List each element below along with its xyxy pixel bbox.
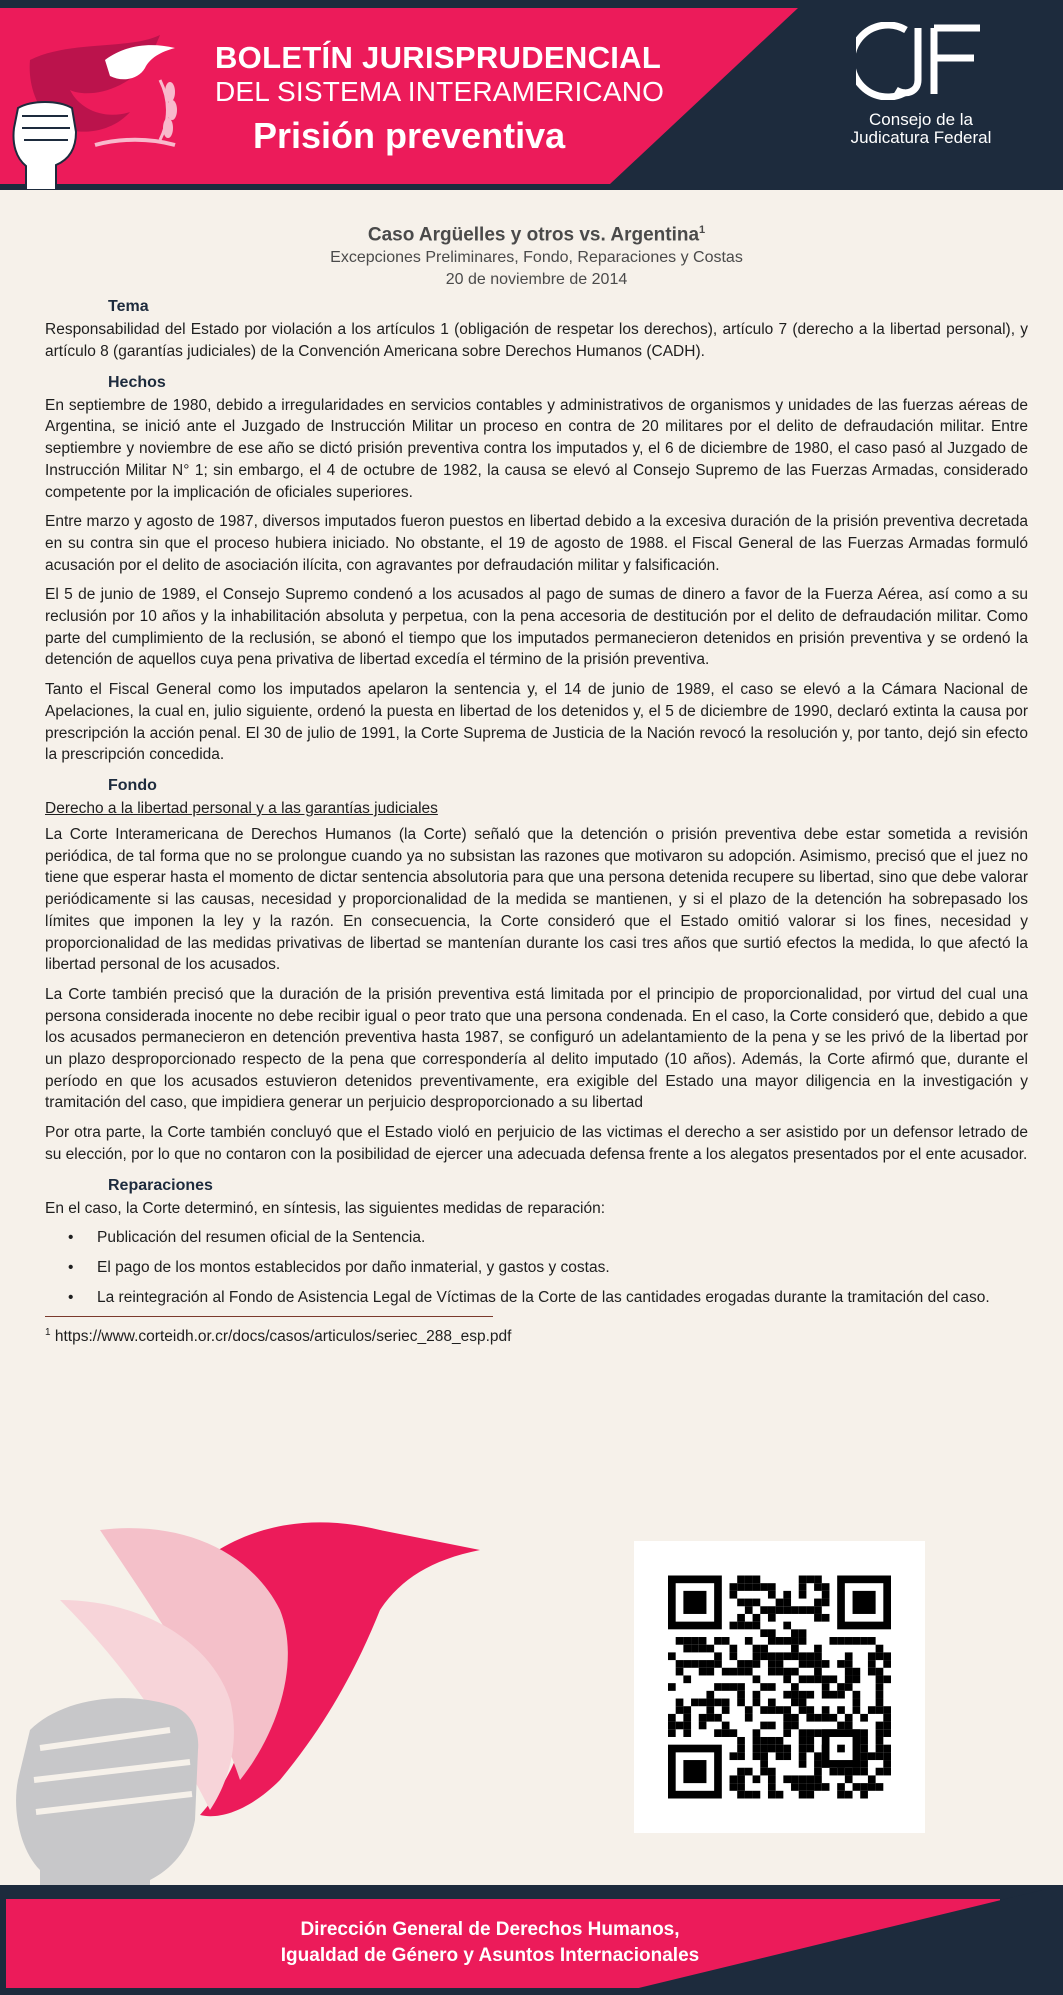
cjf-logo — [836, 22, 1006, 147]
case-footnote-mark: 1 — [699, 224, 706, 236]
hechos-paragraph: En septiembre de 1980, debido a irregularidades en servicios contables y administrativos de organismos y unidades de las fuerzas aéreas de Argentina, se inició ante el Juzgado de Instrucción Militar un proceso en contra de 20 militares por el delito de defraudación militar. Entre septiembre y noviembre de ese año se dictó prisión preventiva contra los imputados y, el 6 de diciembre de 1980, el caso pasó al Juzgado de Instrucción Militar N° 1; sin embargo, el 4 de octubre de 1982, la causa se elevó al Consejo Supremo de las Fuerzas Armadas, considerado competente por la implicación de oficiales superiores. — [45, 396, 1028, 501]
header-banner — [0, 0, 1063, 190]
bullet-icon: • — [68, 1229, 74, 1247]
qr-code-icon — [668, 1574, 891, 1800]
dove-fist-icon — [10, 20, 210, 190]
hechos-paragraph: El 5 de junio de 1989, el Consejo Supremo condenó a los acusados al pago de sumas de dinero a favor de la Fuerza Aérea, así como a su reclusión por 10 años y la inhabilitación absoluta y perpetua, con la pena accesoria de destitución por el delito de defraudación militar. Como parte del cumplimiento de la reclusión, se abonó el tiempo que los imputados permanecieron detenidos en prisión preventiva y se ordenó la detención de aquellos cuya pena privativa de libertad excedía el término de la prisión preventiva. — [45, 586, 1028, 669]
list-item — [45, 1287, 1028, 1309]
fondo-paragraph: La Corte también precisó que la duración de la prisión preventiva está limitada por el principio de proporcionalidad, por virtud del cual una persona considerada inocente no debe recibir igual o peor trato que una persona condenada. En el caso, la Corte consideró que, debido a que los acusados permanecieron en detención preventiva hasta 1987, se configuró un adelantamiento de la pena y se les privó de la libertad por un plazo desproporcionado respecto de la pena que correspondería al delito imputado (10 años). Además, la Corte afirmó que, durante el período en que los acusados estuvieron detenidos preventivamente, era exigible del Estado una mayor diligencia en la investigación y tramitación del caso, que impidiera generar un perjuicio desproporcionado a su libertad — [45, 985, 1028, 1112]
list-item-text: Publicación del resumen oficial de la Sentencia. — [97, 1229, 426, 1247]
cjf-logo-line1: Consejo de la — [869, 110, 973, 129]
cjf-logo-line2: Judicatura Federal — [850, 128, 992, 147]
bulletin-subtitle: DEL SISTEMA INTERAMERICANO — [215, 76, 665, 107]
list-item — [45, 1257, 1028, 1279]
section-heading-hechos: Hechos — [108, 373, 166, 391]
bulletin-title: BOLETÍN JURISPRUDENCIAL — [215, 40, 662, 75]
list-item — [45, 1227, 1028, 1249]
footnote-divider — [45, 1316, 493, 1317]
bullet-icon: • — [68, 1258, 74, 1276]
reparaciones-intro: En el caso, la Corte determinó, en síntesis, las siguientes medidas de reparación: — [45, 1199, 606, 1217]
bulletin-content — [45, 218, 1028, 1348]
bulletin-topic: Prisión preventiva — [253, 115, 566, 156]
section-heading-reparaciones: Reparaciones — [108, 1176, 213, 1194]
cjf-logo-icon — [856, 22, 986, 100]
footnote-link[interactable]: https://www.corteidh.or.cr/docs/casos/articulos/seriec_288_esp.pdf — [50, 1328, 512, 1346]
footer-line1: Dirección General de Derechos Humanos, — [300, 1919, 680, 1940]
footer-text — [240, 1917, 740, 1969]
footnote — [45, 1323, 1028, 1347]
footnote-mark: 1 — [45, 1327, 51, 1339]
hechos-paragraph: Entre marzo y agosto de 1987, diversos imputados fueron puestos en libertad debido a la excesiva duración de la prisión preventiva decretada en su contra sin que el proceso hubiera iniciado. No obstante, el 19 de agosto de 1988. el Fiscal General de las Fuerzas Armadas formuló acusación por el delito de asociación ilícita, con agravantes por defraudación militar y falsificación. — [45, 513, 1028, 574]
footer-line2: Igualdad de Género y Asuntos Internacionales — [280, 1945, 700, 1966]
case-title-text: Caso Argüelles y otros vs. Argentina — [367, 224, 700, 246]
fondo-subheading: Derecho a la libertad personal y a las garantías judiciales — [45, 799, 438, 817]
reparaciones-list — [45, 1227, 1028, 1308]
qr-code[interactable] — [634, 1541, 925, 1833]
case-subtitle: Excepciones Preliminares, Fondo, Reparaciones y Costas — [330, 249, 743, 267]
footer-banner — [0, 1885, 1063, 1995]
case-title — [45, 218, 1028, 247]
section-heading-fondo: Fondo — [108, 776, 157, 794]
list-item-text: La reintegración al Fondo de Asistencia Legal de Víctimas de la Corte de las cantidades erogadas durante la tramitación del caso. — [97, 1288, 990, 1306]
bullet-icon: • — [68, 1288, 74, 1306]
tema-text: Responsabilidad del Estado por violación a los artículos 1 (obligación de respetar los derechos), artículo 7 (derecho a la libertad personal), y artículo 8 (garantías judiciales) de la Convención Americana sobre Derechos Humanos (CADH). — [45, 321, 1028, 361]
list-item-text: El pago de los montos establecidos por daño inmaterial, y gastos y costas. — [97, 1258, 610, 1276]
case-date: 20 de noviembre de 2014 — [445, 271, 628, 289]
fondo-paragraph: Por otra parte, la Corte también concluyó que el Estado violó en perjuicio de las victimas el derecho a ser asistido por un defensor letrado de su elección, por lo que no contaron con la posibilidad de ejercer una adecuada defensa frente a los alegatos presentados por el ente acusador. — [45, 1124, 1028, 1163]
header-titles — [215, 40, 664, 160]
dove-fist-icon — [0, 1490, 520, 1890]
hechos-paragraph: Tanto el Fiscal General como los imputados apelaron la sentencia y, el 14 de junio de 1989, el caso se elevó a la Cámara Nacional de Apelaciones, la cual en, julio siguiente, ordenó la puesta en libertad de los detenidos y, el 5 de diciembre de 1990, declaró extinta la causa por prescripción la acción penal. El 30 de julio de 1991, la Corte Suprema de Justicia de la Nación revocó la resolución y, por tanto, dejó sin efecto la prescripción concedida. — [45, 681, 1028, 764]
section-heading-tema: Tema — [108, 298, 149, 316]
fondo-paragraph: La Corte Interamericana de Derechos Humanos (la Corte) señaló que la detención o prisión preventiva debe estar sometida a revisión periódica, de tal forma que no se prolongue cuando ya no subsistan las razones que motivaron su adopción. Asimismo, precisó que el juez no tiene que esperar hasta el momento de dictar sentencia absolutoria para que una persona detenida recupere su libertad, sino que debe valorar periódicamente si las causas, necesidad y proporcionalidad de la medida se mantienen, y si el plazo de la detención ha sobrepasado los límites que imponen la ley y la razón. En consecuencia, la Corte consideró que el Estado omitió valorar si los fines, necesidad y proporcionalidad de las medidas privativas de libertad se mantenían durante los casi tres años que surtió efectos la medida, lo que afectó la libertad personal de los acusados. — [45, 825, 1028, 974]
